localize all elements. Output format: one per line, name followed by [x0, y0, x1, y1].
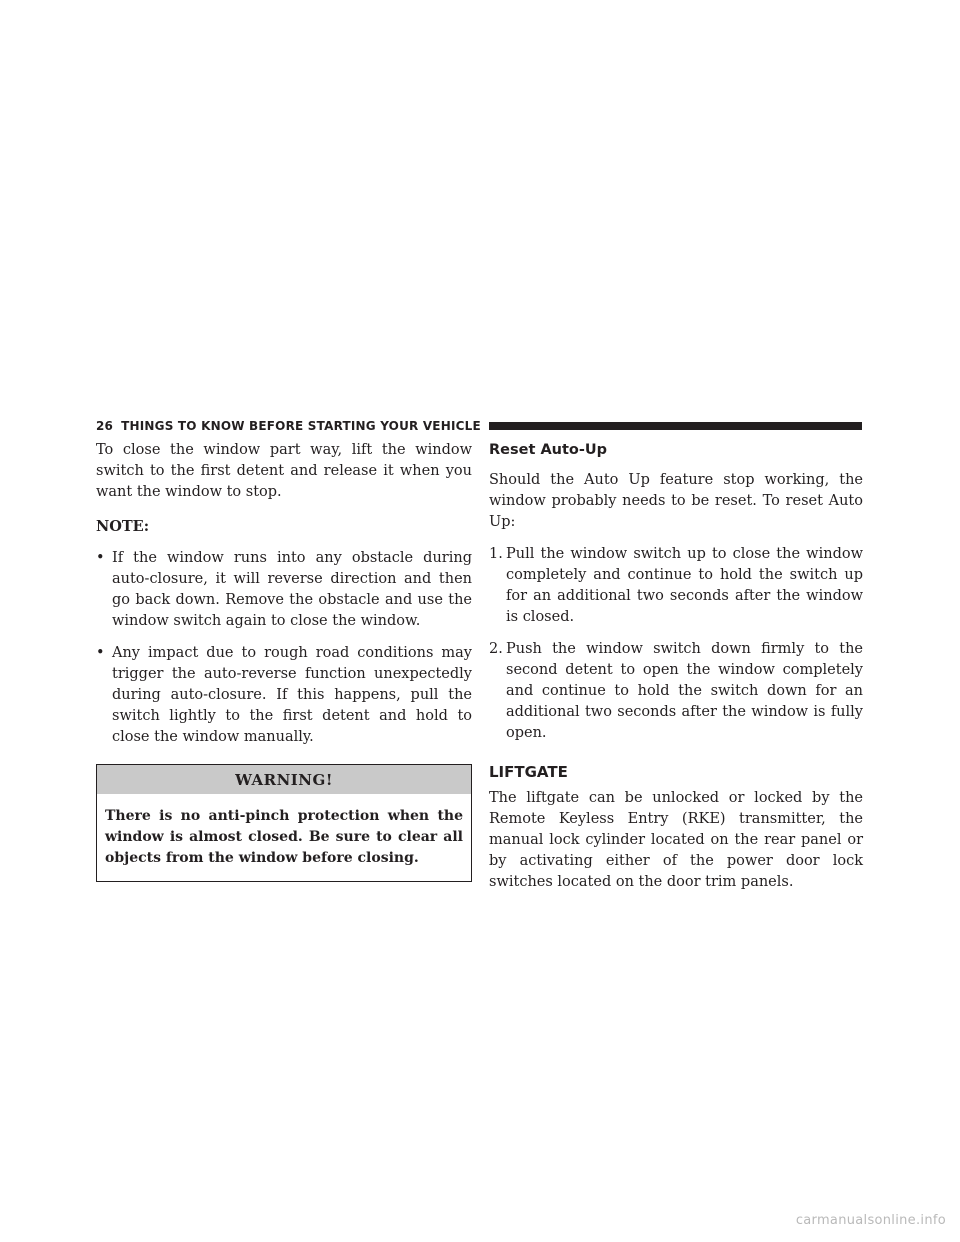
watermark: carmanualsonline.info: [795, 1213, 946, 1228]
step-item: [489, 639, 863, 744]
right-column: [489, 440, 863, 893]
liftgate-paragraph: The liftgate can be unlocked or locked by the Remote Keyless Entry (RKE) transmitter, the manual lock cylinder located on the rear panel or by activating either of the power door lock switches located on the door trim panels.: [489, 790, 863, 890]
intro-paragraph: To close the window part way, lift the window switch to the first detent and release it when you want the window to stop.: [96, 442, 472, 500]
step-text: Pull the window switch up to close the window completely and continue to hold the switch up for an additional two seconds after the window is closed.: [506, 546, 863, 625]
reset-intro-paragraph: Should the Auto Up feature stop working, the window probably needs to be reset. To reset Auto Up:: [489, 472, 863, 530]
warning-title: WARNING!: [97, 765, 471, 794]
bullet-text: If the window runs into any obstacle during auto-closure, it will reverse direction and then go back down. Remove the obstacle and use the window switch again to close the window.: [112, 550, 472, 629]
bullet-item: [96, 643, 472, 748]
warning-box: [96, 764, 472, 882]
warning-text: There is no anti-pinch protection when the window is almost closed. Be sure to clear all objects from the window before closing.: [105, 808, 463, 866]
section-title: THINGS TO KNOW BEFORE STARTING YOUR VEHICLE: [121, 419, 481, 433]
page-header: [96, 416, 862, 436]
left-column: [96, 440, 472, 882]
liftgate-heading: LIFTGATE: [489, 763, 568, 781]
reset-auto-up-heading: Reset Auto-Up: [489, 442, 608, 458]
step-text: Push the window switch down firmly to the second detent to open the window completely and continue to hold the switch down for an additional two seconds after the window is fully open.: [506, 641, 863, 741]
bullet-icon: •: [96, 550, 105, 566]
bullet-icon: •: [96, 645, 105, 661]
page-number: 26: [96, 419, 114, 433]
bullet-item: [96, 548, 472, 632]
step-item: [489, 544, 863, 628]
bullet-text: Any impact due to rough road conditions may trigger the auto-reverse function unexpectedly during auto-closure. If this happens, pull the switch lightly to the first detent and hold to close the window manually.: [112, 645, 472, 745]
step-number: 2.: [489, 641, 503, 657]
header-rule: [489, 422, 862, 430]
step-number: 1.: [489, 546, 503, 562]
note-label: NOTE:: [96, 518, 150, 535]
